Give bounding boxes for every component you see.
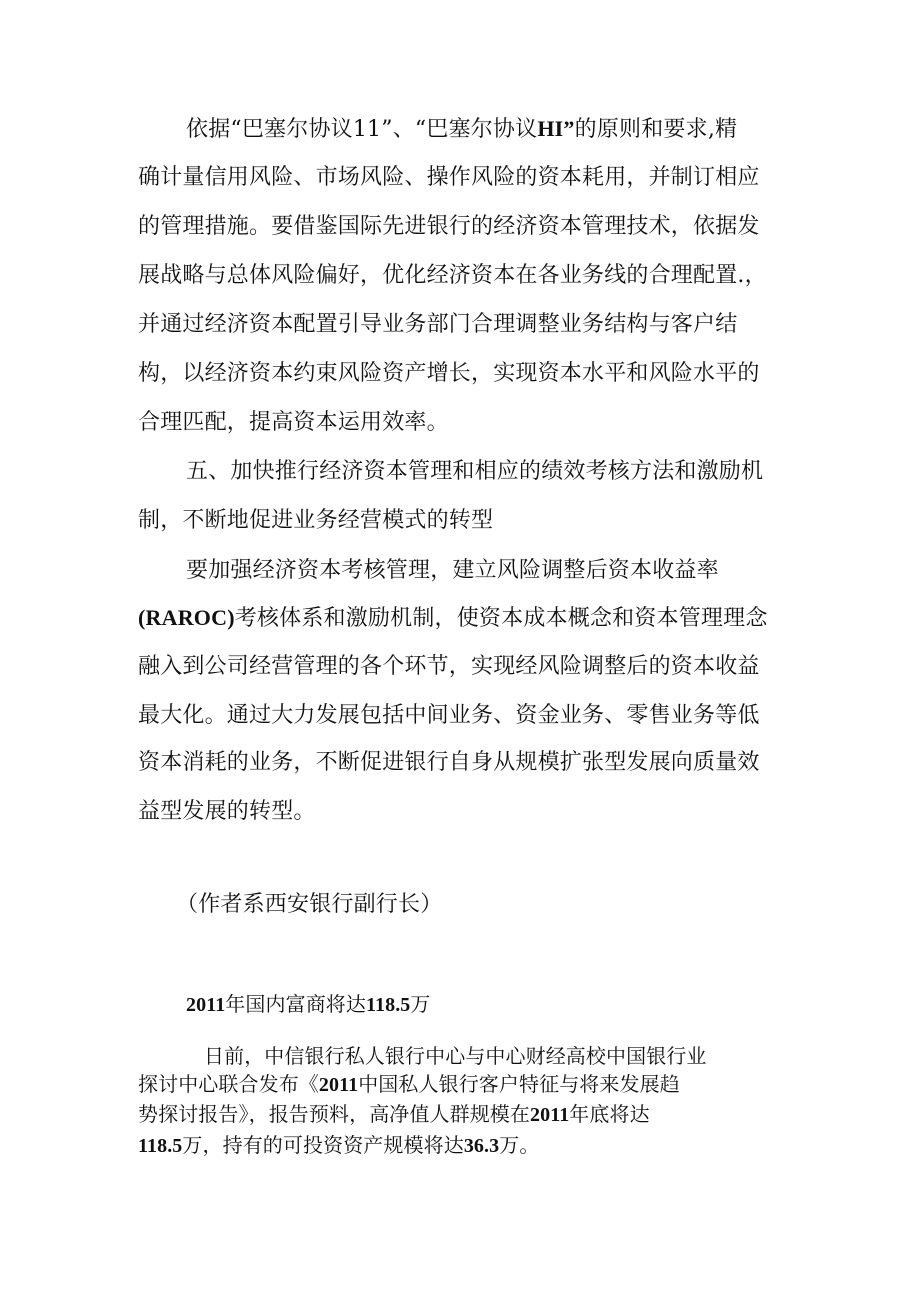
text-segment: 合理匹配，提高资本运用效率。 <box>138 410 449 435</box>
paragraph-line <box>138 212 760 242</box>
text-segment: 融入到公司经营管理的各个环节，实现经风险调整后的资本收益 <box>138 654 760 679</box>
text-segment-bold: 36.3 <box>463 1135 500 1157</box>
text-segment: （作者系西安银行副行长） <box>176 892 443 917</box>
text-segment: 制，不断地促进业务经营模式的转型 <box>138 508 494 533</box>
section-heading-line <box>186 457 763 487</box>
news-paragraph-line <box>138 1131 539 1160</box>
text-segment: 年国内富商将达 <box>225 992 366 1016</box>
paragraph-line <box>138 797 316 827</box>
text-segment: 万。 <box>499 1133 540 1157</box>
text-segment-bold: HI” <box>537 116 575 141</box>
paragraph-line <box>186 556 719 586</box>
text-segment: 五、加快推行经济资本管理和相应的绩效考核方法和激励机 <box>186 459 764 484</box>
news-paragraph-line <box>138 1100 650 1129</box>
text-segment-bold: 2011 <box>318 1074 359 1096</box>
text-segment: 要加强经济资本考核管理，建立风险调整后资本收益率 <box>186 558 719 583</box>
paragraph-line <box>138 701 760 731</box>
text-segment: 的管理措施。要借鉴国际先进银行的经济资本管理技术，依据发 <box>138 214 760 239</box>
paragraph-line <box>138 603 768 634</box>
text-segment: 展战略与总体风险偏好，优化经济资本在各业务线的合理配置.， <box>138 263 767 288</box>
text-segment-bold: (RAROC) <box>138 605 235 630</box>
paragraph-line <box>186 114 737 145</box>
text-segment: 确计量信用风险、市场风险、操作风险的资本耗用，并制订相应 <box>138 165 760 190</box>
text-segment-bold: 118.5 <box>366 994 411 1016</box>
text-segment: 资本消耗的业务，不断促进银行自身从规模扩张型发展向质量效 <box>138 750 760 775</box>
text-segment: 的原则和要求,精 <box>574 117 738 142</box>
text-segment: 依据“巴塞尔协议11”、“巴塞尔协议 <box>186 117 538 142</box>
news-paragraph-line <box>204 1042 707 1070</box>
paragraph-line <box>138 261 767 291</box>
text-segment-bold: 118.5 <box>138 1135 183 1157</box>
news-paragraph-line <box>138 1070 680 1099</box>
text-segment: 探讨中心联合发布《 <box>138 1072 319 1096</box>
text-segment: 构，以经济资本约束风险资产增长，实现资本水平和风险水平的 <box>138 361 760 386</box>
text-segment: 年底将达 <box>569 1102 650 1126</box>
section-heading-line <box>138 506 493 536</box>
text-segment: 万 <box>410 992 431 1016</box>
author-note <box>176 890 442 920</box>
paragraph-line <box>138 163 760 193</box>
text-segment: 中国私人银行客户特征与将来发展趋 <box>358 1072 680 1096</box>
text-segment: 万，持有的可投资资产规模将达 <box>182 1133 464 1157</box>
text-segment: 考核体系和激励机制，使资本成本概念和资本管理理念 <box>234 606 768 631</box>
paragraph-line <box>138 310 737 340</box>
text-segment: 并通过经济资本配置引导业务部门合理调整业务结构与客户结 <box>138 312 738 337</box>
text-segment-bold: 2011 <box>186 994 226 1016</box>
news-title <box>186 990 431 1019</box>
paragraph-line <box>138 652 760 682</box>
text-segment-bold: 2011 <box>530 1104 570 1126</box>
text-segment: 日前，中信银行私人银行中心与中心财经高校中国银行业 <box>204 1044 707 1068</box>
paragraph-line <box>138 748 760 778</box>
text-segment: 益型发展的转型。 <box>138 799 316 824</box>
text-segment: 势探讨报告》，报告预料，高净值人群规模在 <box>138 1102 530 1126</box>
paragraph-line <box>138 359 760 389</box>
paragraph-line <box>138 408 449 438</box>
text-segment: 最大化。通过大力发展包括中间业务、资金业务、零售业务等低 <box>138 703 760 728</box>
